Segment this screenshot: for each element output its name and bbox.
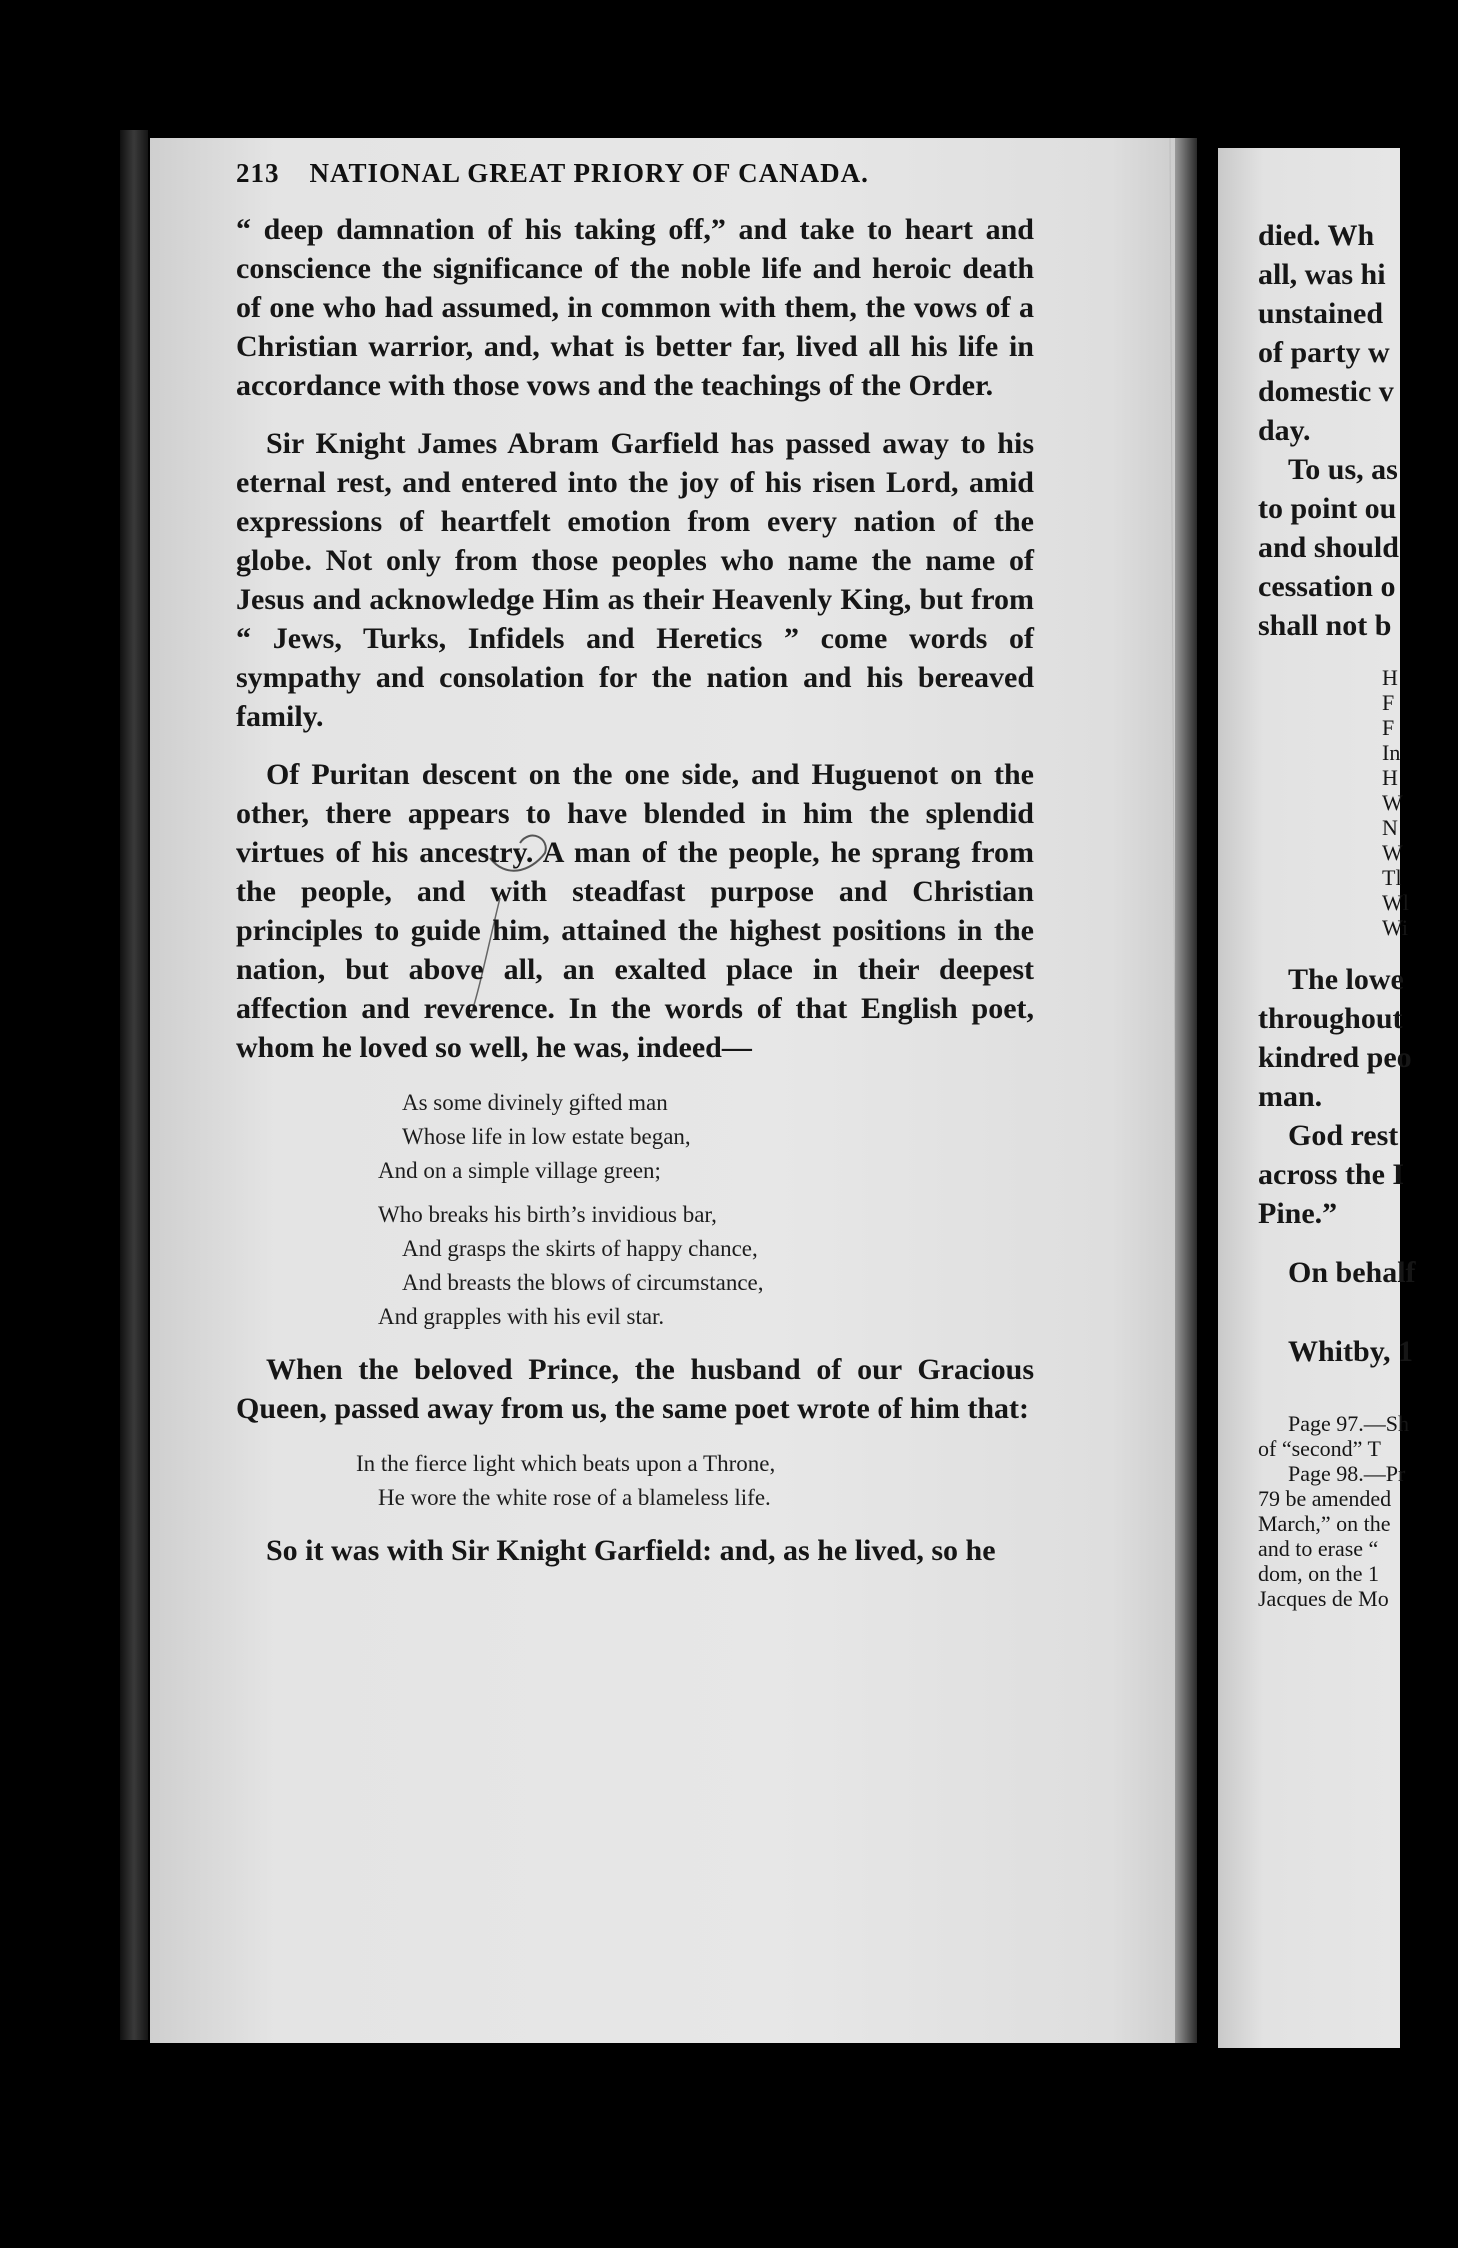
right-footnote: of “second” T (1258, 1436, 1381, 1461)
poem-line: Whose life in low estate began, (402, 1124, 691, 1149)
page-number: 213 (236, 158, 280, 188)
poem-line: He wore the white rose of a blameless life. (378, 1485, 771, 1510)
right-poem-initial: H (1382, 765, 1398, 790)
right-line: throughout (1258, 1002, 1403, 1035)
right-footnote: 79 be amended (1258, 1486, 1392, 1511)
right-poem-initial: H (1382, 665, 1398, 690)
right-footnote: dom, on the 1 (1258, 1561, 1379, 1586)
right-poem-initial: W (1382, 790, 1403, 815)
right-line: The lowe (1288, 963, 1404, 996)
right-line: unstained (1258, 297, 1384, 330)
poem-line: Who breaks his birth’s invidious bar, (378, 1202, 717, 1227)
paragraph-4: When the beloved Prince, the husband of our Gracious Queen, passed away from us, the same poet wrote of him that: (236, 1353, 1034, 1425)
right-footnote: Jacques de Mo (1258, 1586, 1389, 1611)
right-footnote: Page 98.—Pr (1288, 1461, 1406, 1486)
right-line: man. (1258, 1080, 1323, 1113)
right-line: kindred peo (1258, 1041, 1412, 1074)
right-line: domestic v (1258, 375, 1394, 408)
right-line: of party w (1258, 336, 1390, 369)
poem-line: In the fierce light which beats upon a Throne, (356, 1451, 776, 1476)
poem-line: And grasps the skirts of happy chance, (402, 1236, 758, 1261)
right-line: day. (1258, 414, 1311, 447)
poem-line: And breasts the blows of circumstance, (402, 1270, 764, 1295)
right-poem-initial: Wl (1382, 890, 1409, 915)
poem-quote-1 (236, 1086, 1034, 1334)
right-line: Whitby, 1 (1288, 1335, 1414, 1368)
right-line: died. Wh (1258, 219, 1375, 252)
right-line: cessation o (1258, 570, 1396, 603)
running-head-title: NATIONAL GREAT PRIORY OF CANADA. (309, 158, 869, 188)
right-line: Pine.” (1258, 1197, 1338, 1230)
right-poem-initial: N (1382, 815, 1398, 840)
right-poem-initial: Tl (1382, 865, 1402, 890)
right-footnote: March,” on the (1258, 1511, 1391, 1536)
right-poem-initial: Wi (1382, 915, 1408, 940)
right-line: shall not b (1258, 609, 1392, 642)
left-page-body (236, 210, 1034, 1589)
paragraph-2: Sir Knight James Abram Garfield has passed away to his eternal rest, and entered into the joy of his risen Lord, amid expressions of heartfelt emotion from every nation of the globe. Not only from those peoples who name the name of Jesus and acknowledge Him as their Heavenly King, but from “ Jews, Turks, Infidels and Heretics ” come words of sympathy and consolation for the nation and his bereaved family. (236, 427, 1034, 733)
right-poem-initial: In (1382, 740, 1401, 765)
paragraph-3: Of Puritan descent on the one side, and Huguenot on the other, there appears to have blended in him the splendid virtues of his ancestry. A man of the people, he sprang from the people, and with steadfast purpose and Christian principles to guide him, attained the highest positions in the nation, but above all, an exalted place in their deepest affection and reverence. In the words of that English poet, whom he loved so well, he was, indeed— (236, 758, 1034, 1064)
right-line: all, was hi (1258, 258, 1386, 291)
right-footnote: and to erase “ (1258, 1536, 1379, 1561)
right-page-text (1258, 216, 1458, 1611)
right-poem-initial: W (1382, 840, 1403, 865)
paragraph-5: So it was with Sir Knight Garfield: and, as he lived, so he (266, 1534, 996, 1567)
right-poem-initial: F (1382, 690, 1395, 715)
poem-line: And grapples with his evil star. (378, 1304, 665, 1329)
poem-line: As some divinely gifted man (402, 1090, 668, 1115)
right-poem-initial: F (1382, 715, 1395, 740)
poem-line: And on a simple village green; (378, 1158, 661, 1183)
book-binding (120, 130, 148, 2040)
right-line: To us, as (1288, 453, 1398, 486)
page-gutter (1175, 138, 1197, 2043)
right-line: across the I (1258, 1158, 1405, 1191)
paragraph-1: “ deep damnation of his taking off,” and take to heart and conscience the significance of the noble life and heroic death of one who had assumed, in common with them, the vows of a Christian warrior, and, what is better far, lived all his life in accordance with those vows and the teachings of the Order. (236, 213, 1034, 402)
right-line: to point ou (1258, 492, 1397, 525)
right-footnote: Page 97.—Sh (1288, 1411, 1409, 1436)
right-line: and should (1258, 531, 1399, 564)
running-header (236, 158, 1036, 189)
poem-quote-2 (236, 1447, 1034, 1515)
right-line: On behalf (1288, 1256, 1416, 1289)
right-line: God rest (1288, 1119, 1399, 1152)
